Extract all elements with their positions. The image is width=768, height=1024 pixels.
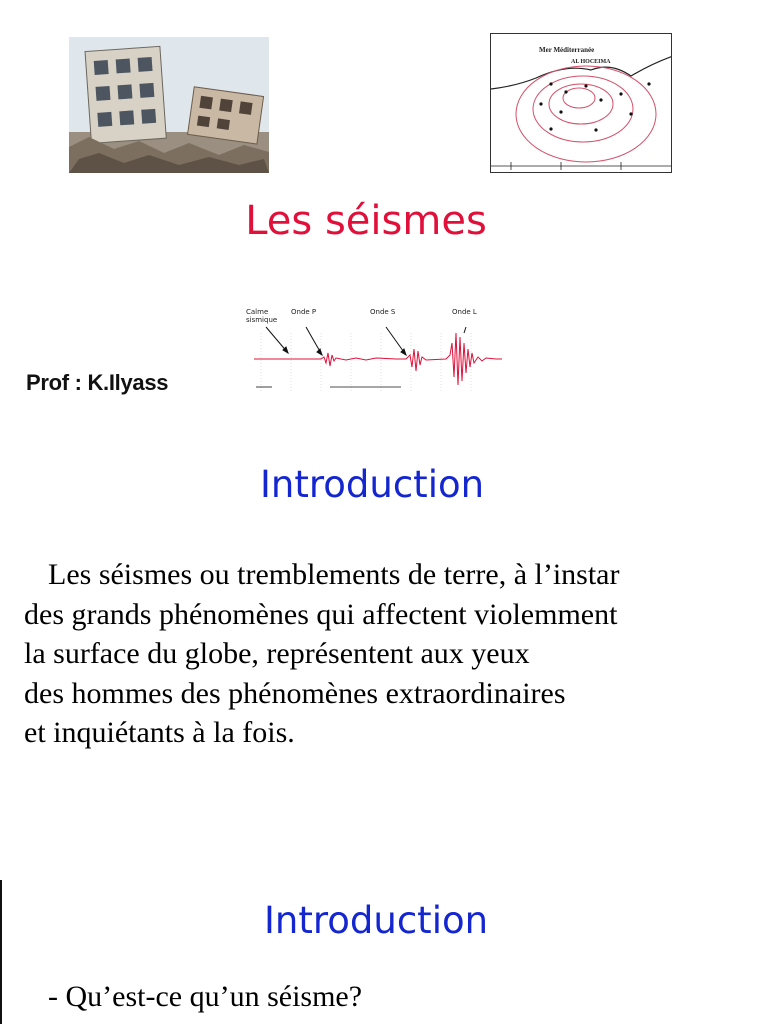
collapsed-buildings-photo: [69, 37, 269, 173]
page-title: Les séismes: [245, 198, 487, 244]
wave-p-label: Onde P: [291, 308, 317, 316]
map-sea-label: Mer Méditerranée: [539, 46, 595, 54]
calm-label: Calme sismique: [246, 308, 278, 324]
paragraph-line: des grands phénomènes qui affectent violemment: [24, 597, 618, 631]
intro-paragraph: [24, 555, 744, 753]
map-city-label: AL HOCEIMA: [571, 59, 611, 65]
section-heading: Introduction: [264, 899, 489, 942]
wave-s-label: Onde S: [370, 308, 396, 316]
seismic-intensity-map: [490, 33, 672, 173]
seismogram-trace: [246, 303, 508, 399]
wave-l-label: Onde L: [452, 308, 477, 316]
paragraph-line: Les séismes ou tremblements de terre, à l’instar: [48, 558, 620, 591]
page-edge-divider: [0, 880, 2, 1024]
section-heading: Introduction: [260, 463, 485, 506]
paragraph-line: des hommes des phénomènes extraordinaires: [24, 676, 566, 710]
seismogram-diagram: [246, 303, 508, 399]
author-label: Prof : K.Ilyass: [26, 370, 169, 395]
paragraph-line: et inquiétants à la fois.: [24, 716, 295, 749]
paragraph-line: la surface du globe, représentent aux yeux: [24, 637, 530, 670]
question-text: - Qu’est-ce qu’un séisme?: [48, 980, 363, 1013]
